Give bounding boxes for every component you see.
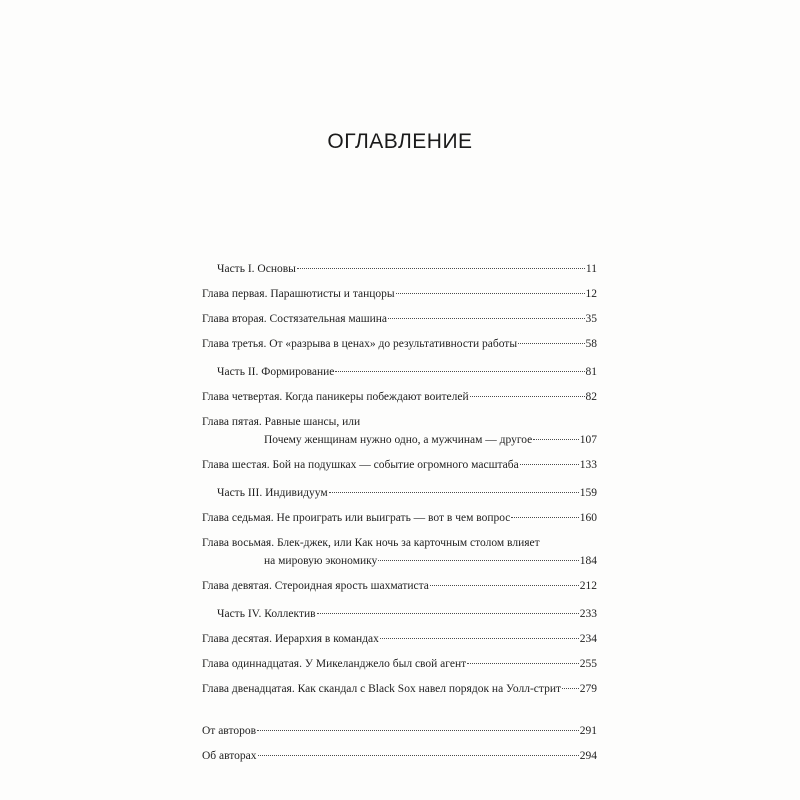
leader-dots (378, 560, 578, 561)
toc-chapter-9[interactable] (202, 579, 597, 593)
toc-entry-label: Часть I. Основы (217, 263, 296, 275)
leader-dots (317, 613, 579, 614)
toc-entry-label: Об авторах (202, 750, 257, 762)
toc-entry-label: на мировую экономику (264, 555, 378, 567)
toc-entry-label-line1: Глава пятая. Равные шансы, или (202, 416, 361, 428)
toc-entry-page: 133 (579, 459, 597, 471)
toc-entry-label: Почему женщинам нужно одно, а мужчинам — другое (264, 434, 533, 446)
toc-entry-page: 255 (579, 658, 597, 670)
toc-chapter-1[interactable] (202, 287, 597, 301)
toc-entry-page: 279 (579, 683, 597, 695)
toc-chapter-5[interactable] (202, 415, 597, 447)
toc-heading: ОГЛАВЛЕНИЕ (327, 130, 473, 154)
toc-part-2[interactable] (202, 365, 597, 379)
leader-dots (258, 755, 579, 756)
toc-entry-page: 291 (579, 725, 597, 737)
toc-entry-page: 58 (585, 338, 597, 350)
toc-entry-label: Часть II. Формирование (217, 366, 335, 378)
leader-dots (520, 464, 579, 465)
leader-dots (470, 396, 585, 397)
leader-dots (329, 492, 579, 493)
toc-entry-page: 12 (585, 288, 597, 300)
leader-dots (396, 293, 585, 294)
table-of-contents (202, 262, 597, 774)
toc-entry-label: Глава шестая. Бой на подушках — событие огромного масштаба (202, 459, 519, 471)
toc-chapter-7[interactable] (202, 511, 597, 525)
leader-dots (511, 517, 578, 518)
toc-back-about-authors[interactable] (202, 749, 597, 763)
toc-entry-label: Глава десятая. Иерархия в командах (202, 633, 379, 645)
leader-dots (562, 688, 579, 689)
toc-entry-label: Глава седьмая. Не проиграть или выиграть — вот в чем вопрос (202, 512, 511, 524)
toc-entry-label: Глава двенадцатая. Как скандал с Black Sox навел порядок на Уолл-стрит (202, 683, 561, 695)
toc-chapter-3[interactable] (202, 337, 597, 351)
leader-dots (380, 638, 579, 639)
toc-chapter-8[interactable] (202, 536, 597, 568)
toc-chapter-4[interactable] (202, 390, 597, 404)
toc-entry-label: Глава вторая. Состязательная машина (202, 313, 387, 325)
leader-dots (518, 343, 584, 344)
toc-part-3[interactable] (202, 486, 597, 500)
leader-dots (430, 585, 579, 586)
toc-part-4[interactable] (202, 607, 597, 621)
toc-entry-label: Глава одиннадцатая. У Микеланджело был свой агент (202, 658, 467, 670)
toc-back-authors-note[interactable] (202, 724, 597, 738)
toc-entry-page: 11 (585, 263, 597, 275)
toc-entry-label: Глава девятая. Стероидная ярость шахматиста (202, 580, 429, 592)
toc-chapter-6[interactable] (202, 458, 597, 472)
toc-entry-page: 35 (585, 313, 597, 325)
toc-entry-page: 81 (585, 366, 597, 378)
toc-entry-label: Часть III. Индивидуум (217, 487, 328, 499)
toc-entry-label: Глава третья. От «разрыва в ценах» до результативности работы (202, 338, 518, 350)
leader-dots (335, 371, 584, 372)
toc-entry-label-line1: Глава восьмая. Блек-джек, или Как ночь за карточным столом влияет (202, 537, 540, 549)
toc-entry-label: Часть IV. Коллектив (217, 608, 316, 620)
toc-entry-page: 107 (579, 434, 597, 446)
leader-dots (467, 663, 579, 664)
toc-entry-continuation (202, 433, 597, 447)
toc-entry-continuation (202, 554, 597, 568)
toc-entry-page: 233 (579, 608, 597, 620)
toc-entry-page: 294 (579, 750, 597, 762)
toc-entry-page: 234 (579, 633, 597, 645)
toc-chapter-11[interactable] (202, 657, 597, 671)
toc-entry-label: Глава четвертая. Когда паникеры побеждают воителей (202, 391, 469, 403)
toc-entry-page: 160 (579, 512, 597, 524)
toc-chapter-10[interactable] (202, 632, 597, 646)
leader-dots (297, 268, 585, 269)
toc-entry-page: 82 (585, 391, 597, 403)
toc-chapter-2[interactable] (202, 312, 597, 326)
toc-chapter-12[interactable] (202, 682, 597, 696)
leader-dots (388, 318, 585, 319)
toc-entry-label: Глава первая. Парашютисты и танцоры (202, 288, 395, 300)
toc-entry-page: 212 (579, 580, 597, 592)
leader-dots (533, 439, 578, 440)
toc-entry-page: 159 (579, 487, 597, 499)
toc-entry-page: 184 (579, 555, 597, 567)
toc-entry-label: От авторов (202, 725, 257, 737)
toc-part-1[interactable] (202, 262, 597, 276)
leader-dots (257, 730, 579, 731)
